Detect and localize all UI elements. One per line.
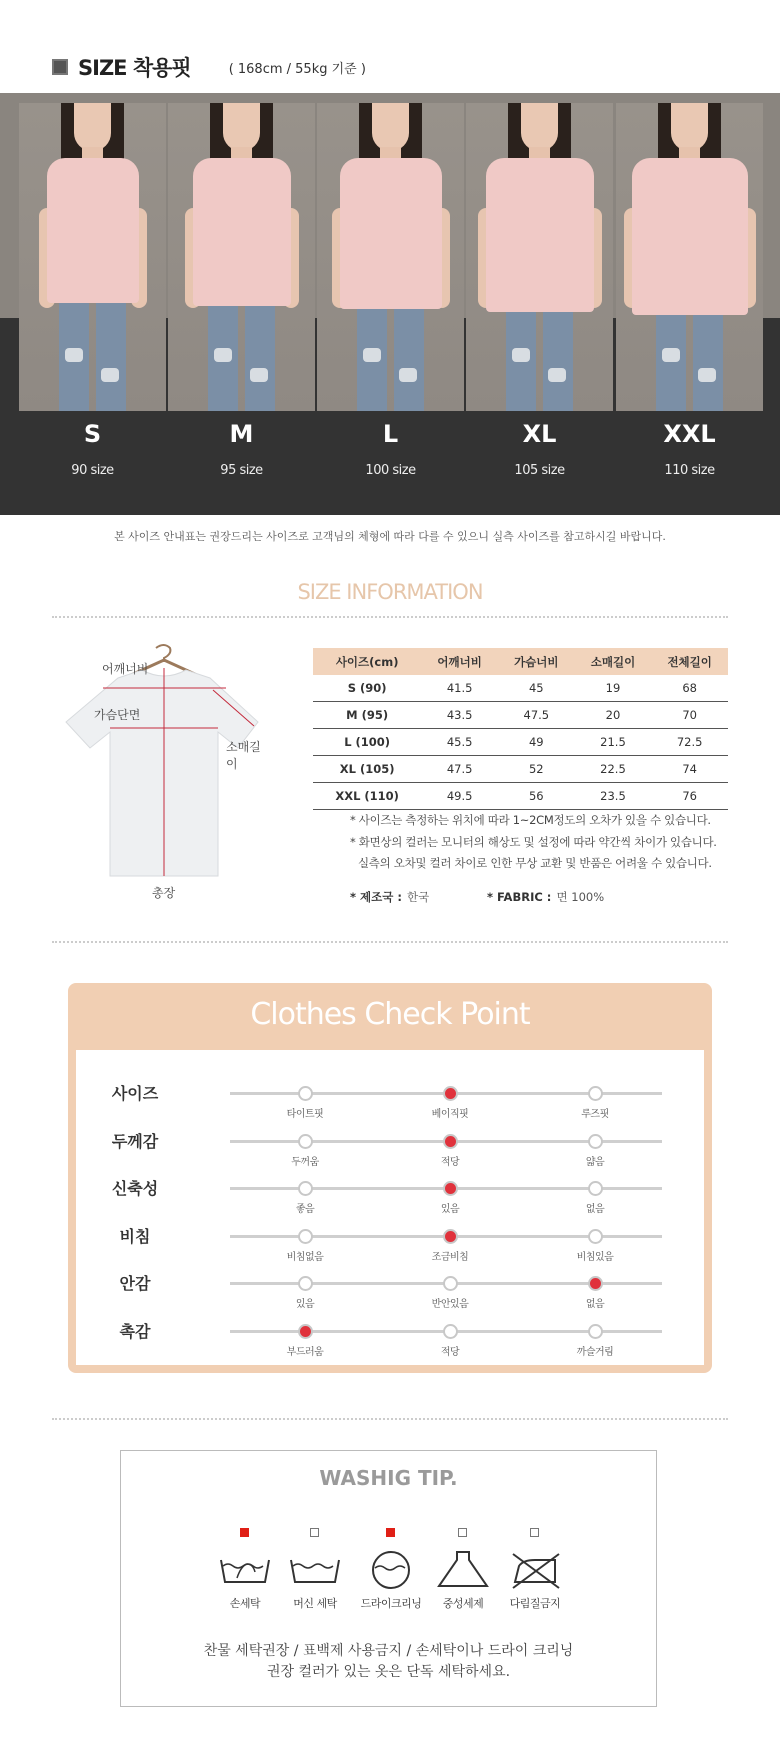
model-size-letter: XXL (663, 420, 716, 448)
table-row (313, 729, 728, 756)
selected-dot-icon (443, 1134, 458, 1149)
model-size-number: 90 size (71, 463, 114, 478)
table-cell: 45 (498, 675, 575, 702)
check-point-option: 얇음 (585, 1156, 605, 1168)
check-point-option: 루즈핏 (581, 1109, 609, 1120)
table-header-cell: 전체길이 (651, 648, 728, 675)
table-cell: 68 (651, 675, 728, 702)
table-cell: 22.5 (575, 756, 652, 783)
table-cell: 47.5 (421, 756, 498, 783)
check-point-option: 반안있음 (431, 1299, 469, 1310)
table-row (313, 702, 728, 729)
square-bullet-icon (52, 59, 68, 75)
no-iron-icon (505, 1548, 565, 1592)
model-photo (466, 103, 613, 411)
check-point-option: 비침있음 (576, 1251, 614, 1263)
dot-icon (588, 1086, 603, 1101)
dot-icon (298, 1134, 313, 1149)
table-cell: 49.5 (421, 783, 498, 810)
check-point-label: 안감 (119, 1274, 151, 1293)
size-information-title: SIZE INFORMATION (297, 580, 483, 604)
size-table-header (313, 648, 728, 675)
table-header-cell: 어깨너비 (421, 648, 498, 675)
selected-dot-icon (443, 1181, 458, 1196)
model-photo (616, 103, 763, 411)
dot-icon (298, 1229, 313, 1244)
washing-item-label: 드라이크리닝 (360, 1597, 422, 1610)
table-cell: 21.5 (575, 729, 652, 756)
check-point-label: 신축성 (111, 1179, 159, 1198)
table-cell: 72.5 (651, 729, 728, 756)
checked-box-icon (386, 1528, 395, 1537)
table-cell: 76 (651, 783, 728, 810)
table-cell: L (100) (313, 729, 421, 756)
check-point-option: 있음 (440, 1204, 460, 1215)
dotted-divider (52, 941, 728, 943)
check-point-option: 조금비침 (431, 1251, 469, 1263)
washing-tip-title: WASHIG TIP. (319, 1466, 458, 1490)
washing-text-line-2: 권장 컬러가 있는 옷은 단독 세탁하세요. (266, 1664, 511, 1680)
check-point-option: 없음 (585, 1204, 605, 1215)
size-note-2: * 화면상의 컬러는 모니터의 해상도 및 설정에 따라 약간씩 차이가 있습니다. (350, 835, 717, 849)
table-cell: 49 (498, 729, 575, 756)
washing-item-label: 머신 세탁 (293, 1597, 337, 1610)
shoulder-width-label: 어깨너비 (102, 662, 149, 676)
dotted-divider (52, 616, 728, 618)
tshirt-measurement-diagram (58, 640, 268, 900)
table-row (313, 756, 728, 783)
model-photo (19, 103, 166, 411)
check-point-option: 타이트핏 (286, 1109, 324, 1120)
washing-text-line-1: 찬물 세탁권장 / 표백제 사용금지 / 손세탁이나 드라이 크리닝 (203, 1643, 574, 1659)
dot-icon (298, 1086, 313, 1101)
check-point-option: 까슬거림 (576, 1346, 614, 1358)
table-cell: 74 (651, 756, 728, 783)
model-size-number: 95 size (220, 463, 263, 478)
origin-info (350, 886, 429, 905)
fabric-label: * FABRIC : (487, 890, 552, 904)
check-point-title: Clothes Check Point (250, 997, 530, 1032)
table-cell: 70 (651, 702, 728, 729)
check-point-option: 좋음 (295, 1204, 315, 1215)
size-notice: 본 사이즈 안내표는 권장드리는 사이즈로 고객님의 체형에 따라 다를 수 있으니 실측 사이즈를 참고하시길 바랍니다. (114, 530, 666, 543)
dotted-divider (52, 1418, 728, 1420)
dot-icon (588, 1324, 603, 1339)
table-cell: 19 (575, 675, 652, 702)
washing-item-label: 다림질금지 (509, 1597, 561, 1610)
model-size-number: 105 size (514, 463, 565, 478)
dot-icon (588, 1181, 603, 1196)
dot-icon (443, 1324, 458, 1339)
origin-label: * 제조국 : (350, 890, 402, 904)
checkbox-icon (458, 1528, 467, 1537)
table-cell: 52 (498, 756, 575, 783)
dot-icon (443, 1276, 458, 1291)
washing-item-label: 중성세제 (442, 1597, 484, 1610)
model-photo (168, 103, 315, 411)
model-size-letter: M (229, 420, 254, 448)
selected-dot-icon (298, 1324, 313, 1339)
table-header-cell: 사이즈(cm) (313, 648, 421, 675)
fabric-value: 면 100% (556, 890, 605, 904)
dot-icon (588, 1229, 603, 1244)
dry-clean-icon (361, 1548, 421, 1592)
total-length-label: 총장 (152, 886, 176, 900)
table-cell: S (90) (313, 675, 421, 702)
table-cell: 41.5 (421, 675, 498, 702)
check-point-option: 적당 (440, 1346, 460, 1358)
check-point-label: 사이즈 (111, 1084, 159, 1103)
table-header-cell: 소매길이 (575, 648, 652, 675)
checked-box-icon (240, 1528, 249, 1537)
table-cell: 43.5 (421, 702, 498, 729)
hand-wash-icon (215, 1548, 275, 1592)
size-note-1: * 사이즈는 측정하는 위치에 따라 1~2CM정도의 오차가 있을 수 있습니다. (350, 813, 711, 827)
check-point-label: 두께감 (111, 1131, 159, 1151)
origin-value: 한국 (407, 890, 430, 904)
chest-width-label: 가슴단면 (94, 708, 141, 722)
table-cell: 23.5 (575, 783, 652, 810)
table-cell: 47.5 (498, 702, 575, 729)
check-point-option: 부드러움 (286, 1346, 324, 1358)
model-size-letter: S (83, 420, 102, 448)
check-point-option: 없음 (585, 1299, 605, 1310)
check-point-option: 있음 (295, 1299, 315, 1310)
table-header-cell: 가슴너비 (498, 648, 575, 675)
check-point-option: 적당 (440, 1156, 460, 1168)
model-photo (317, 103, 464, 411)
model-size-letter: L (382, 420, 399, 448)
check-point-option: 베이직핏 (431, 1109, 469, 1120)
table-row (313, 783, 728, 810)
dot-icon (588, 1134, 603, 1149)
table-cell: 45.5 (421, 729, 498, 756)
fabric-info (487, 886, 604, 905)
neutral-detergent-icon (433, 1548, 493, 1592)
selected-dot-icon (588, 1276, 603, 1291)
checkbox-icon (310, 1528, 319, 1537)
dot-icon (298, 1276, 313, 1291)
sleeve-length-label: 소매길이 (226, 740, 261, 771)
selected-dot-icon (443, 1086, 458, 1101)
model-size-number: 110 size (664, 463, 715, 478)
washing-item-label: 손세탁 (229, 1597, 261, 1610)
checkbox-icon (530, 1528, 539, 1537)
table-row (313, 675, 728, 702)
check-point-option: 두꺼움 (291, 1156, 319, 1168)
table-cell: M (95) (313, 702, 421, 729)
page-title: SIZE 착용핏 (78, 56, 191, 80)
table-cell: XXL (110) (313, 783, 421, 810)
model-info: ( 168cm / 55kg 기준 ) (228, 61, 366, 77)
section-header (52, 52, 366, 82)
check-point-label: 촉감 (119, 1321, 151, 1341)
size-note-3: 실측의 오차및 컬러 차이로 인한 무상 교환 및 반품은 어려울 수 있습니다. (358, 856, 712, 870)
selected-dot-icon (443, 1229, 458, 1244)
model-size-letter: XL (522, 420, 557, 448)
dot-icon (298, 1181, 313, 1196)
check-point-option: 비침없음 (286, 1251, 324, 1263)
model-size-number: 100 size (365, 463, 416, 478)
table-cell: 20 (575, 702, 652, 729)
size-table (313, 648, 728, 810)
table-cell: XL (105) (313, 756, 421, 783)
machine-wash-icon (285, 1548, 345, 1592)
table-cell: 56 (498, 783, 575, 810)
check-point-label: 비침 (119, 1226, 151, 1246)
